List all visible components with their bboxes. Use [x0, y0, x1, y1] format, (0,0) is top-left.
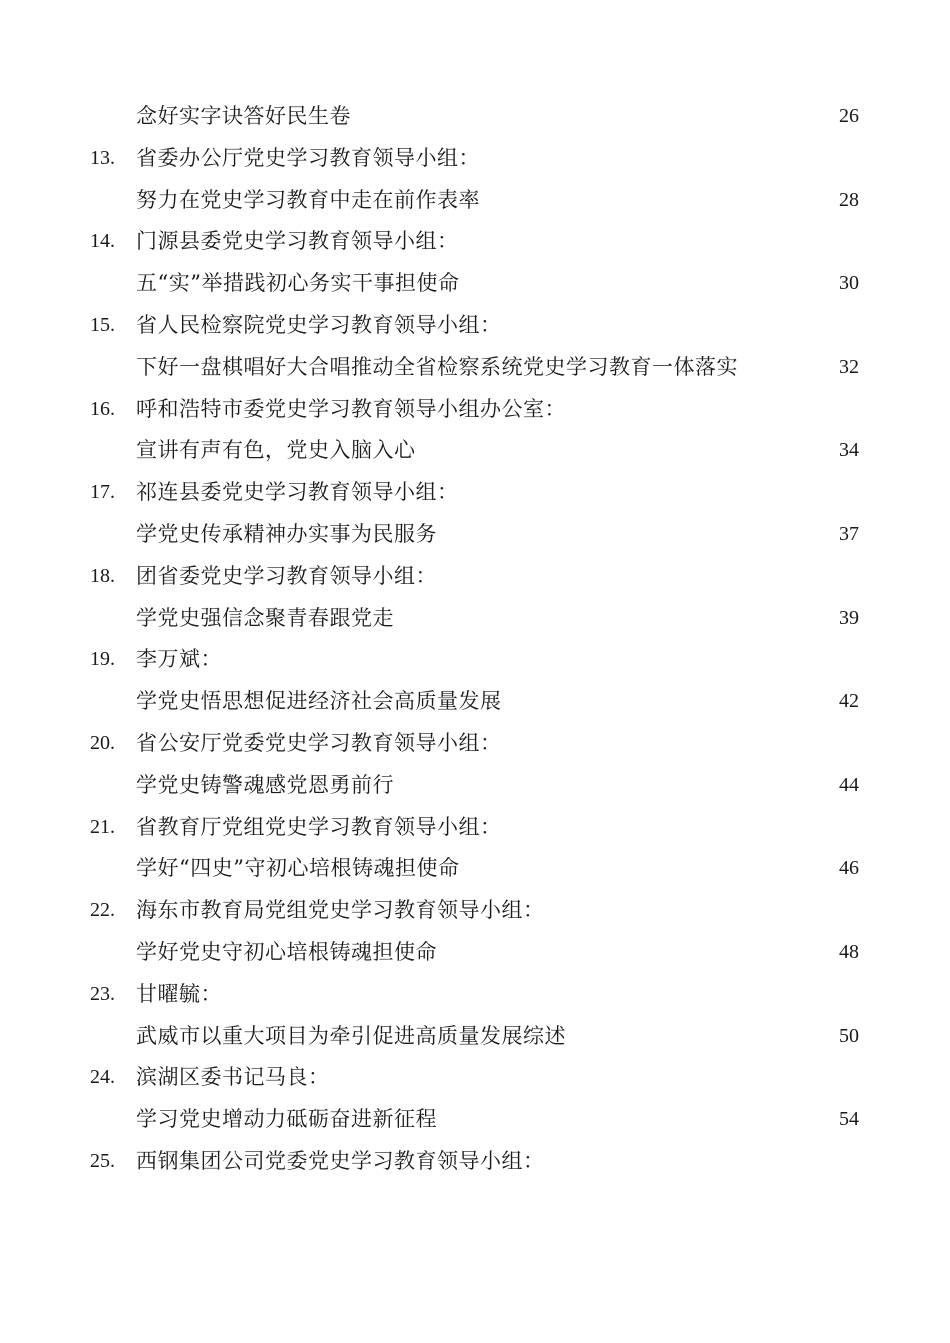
toc-entry-number: 22. — [90, 899, 115, 922]
toc-entry-author: 滨湖区委书记马良： — [136, 1065, 330, 1090]
toc-page-number: 46 — [839, 857, 859, 880]
toc-entry-number: 23. — [90, 982, 115, 1005]
toc-entry-number: 17. — [90, 481, 115, 504]
toc-entry-author: 西钢集团公司党委党史学习教育领导小组： — [136, 1148, 545, 1173]
toc-entry-title: 下好一盘棋唱好大合唱推动全省检察系统党史学习教育一体落实 — [136, 354, 738, 379]
toc-entry-author: 呼和浩特市委党史学习教育领导小组办公室： — [136, 396, 566, 421]
toc-title-row — [0, 263, 950, 305]
toc-entry-title: 学习党史增动力砥砺奋进新征程 — [136, 1107, 437, 1132]
toc-entry-author: 甘曜毓： — [136, 981, 222, 1006]
toc-heading-row — [0, 221, 950, 263]
toc-entry-number: 21. — [90, 815, 115, 838]
toc-title-row — [0, 932, 950, 974]
toc-page-number: 54 — [839, 1108, 859, 1131]
toc-page-number: 34 — [839, 439, 859, 462]
toc-title-row — [0, 96, 950, 138]
toc-entry-number: 14. — [90, 230, 115, 253]
toc-entry-number: 25. — [90, 1149, 115, 1172]
toc-entry-title: 宣讲有声有色，党史入脑入心 — [136, 438, 416, 463]
toc-title-row — [0, 681, 950, 723]
table-of-contents — [0, 96, 950, 1183]
toc-heading-row — [0, 305, 950, 347]
toc-title-row — [0, 848, 950, 890]
toc-entry-author: 门源县委党史学习教育领导小组： — [136, 229, 459, 254]
toc-entry-number: 19. — [90, 648, 115, 671]
toc-page-number: 50 — [839, 1024, 859, 1047]
toc-entry-author: 省公安厅党委党史学习教育领导小组： — [136, 730, 502, 755]
toc-page-number: 37 — [839, 522, 859, 545]
toc-heading-row — [0, 556, 950, 598]
toc-heading-row — [0, 723, 950, 765]
toc-heading-row — [0, 472, 950, 514]
toc-heading-row — [0, 1141, 950, 1183]
toc-entry-author: 省教育厅党组党史学习教育领导小组： — [136, 814, 502, 839]
toc-heading-row — [0, 974, 950, 1016]
toc-page-number: 32 — [839, 355, 859, 378]
toc-entry-number: 15. — [90, 313, 115, 336]
toc-entry-title: 念好实字诀答好民生卷 — [136, 104, 351, 128]
toc-heading-row — [0, 389, 950, 431]
toc-entry-author: 海东市教育局党组党史学习教育领导小组： — [136, 898, 545, 923]
toc-entry-title: 学党史强信念聚青春跟党走 — [136, 605, 394, 630]
toc-entry-number: 16. — [90, 397, 115, 420]
toc-entry-title: 努力在党史学习教育中走在前作表率 — [136, 187, 480, 212]
toc-entry-author: 团省委党史学习教育领导小组： — [136, 563, 437, 588]
toc-entry-title: 学党史铸警魂感党恩勇前行 — [136, 772, 394, 797]
toc-page-number: 44 — [839, 773, 859, 796]
toc-title-row — [0, 1099, 950, 1141]
toc-entry-number: 18. — [90, 564, 115, 587]
toc-entry-title: 学党史悟思想促进经济社会高质量发展 — [136, 689, 502, 714]
toc-title-row — [0, 180, 950, 222]
toc-entry-number: 13. — [90, 146, 115, 169]
toc-entry-title: 学好“四史”守初心培根铸魂担使命 — [136, 856, 460, 881]
toc-entry-author: 省委办公厅党史学习教育领导小组： — [136, 145, 480, 170]
toc-title-row — [0, 1016, 950, 1058]
toc-heading-row — [0, 639, 950, 681]
toc-entry-title: 学党史传承精神办实事为民服务 — [136, 521, 437, 546]
toc-entry-title: 武威市以重大项目为牵引促进高质量发展综述 — [136, 1023, 566, 1048]
toc-title-row — [0, 598, 950, 640]
toc-page-number: 26 — [839, 105, 859, 127]
toc-entry-number: 20. — [90, 731, 115, 754]
toc-heading-row — [0, 138, 950, 180]
toc-entry-number: 24. — [90, 1066, 115, 1089]
toc-entry-author: 李万斌： — [136, 647, 222, 672]
toc-page-number: 30 — [839, 272, 859, 295]
toc-heading-row — [0, 807, 950, 849]
toc-page-number: 39 — [839, 606, 859, 629]
toc-page-number: 48 — [839, 940, 859, 963]
toc-title-row — [0, 430, 950, 472]
toc-heading-row — [0, 890, 950, 932]
toc-title-row — [0, 514, 950, 556]
toc-page-number: 28 — [839, 188, 859, 211]
toc-entry-title: 五“实”举措践初心务实干事担使命 — [136, 271, 460, 296]
toc-entry-author: 省人民检察院党史学习教育领导小组： — [136, 312, 502, 337]
toc-entry-title: 学好党史守初心培根铸魂担使命 — [136, 939, 437, 964]
toc-title-row — [0, 347, 950, 389]
toc-page-number: 42 — [839, 690, 859, 713]
toc-title-row — [0, 765, 950, 807]
toc-entry-author: 祁连县委党史学习教育领导小组： — [136, 480, 459, 505]
toc-heading-row — [0, 1057, 950, 1099]
